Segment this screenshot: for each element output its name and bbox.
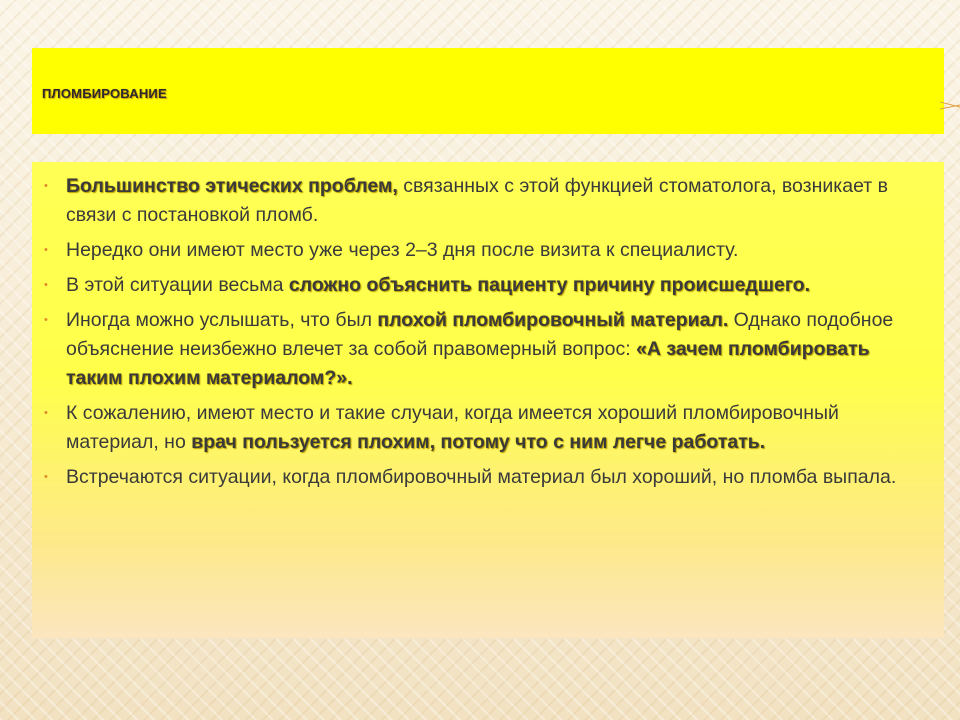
emphasized-text: сложно объяснить пациенту причину происшедшего. bbox=[288, 274, 811, 296]
bullet-item bbox=[66, 271, 926, 300]
bullet-text: связанных с этой функцией стоматолога, возникает в связи с постановкой пломб. bbox=[66, 175, 888, 226]
emphasized-text: «А зачем пломбировать таким плохим материалом?». bbox=[66, 338, 870, 389]
bullet-item bbox=[66, 172, 926, 230]
content-panel bbox=[32, 162, 944, 638]
emphasized-text: Большинство этических проблем, bbox=[66, 175, 398, 197]
bullet-item bbox=[66, 463, 926, 492]
bullet-text: Однако подобное объяснение неизбежно влечет за собой правомерный вопрос: bbox=[66, 309, 894, 360]
bullet-item bbox=[66, 399, 926, 457]
bullet-item bbox=[66, 236, 926, 265]
bullet-text: Встречаются ситуации, когда пломбировочный материал был хороший, но пломба выпала. bbox=[66, 466, 897, 488]
decorative-lines bbox=[940, 98, 960, 118]
title-banner bbox=[32, 48, 944, 134]
bullet-item bbox=[66, 306, 926, 393]
emphasized-text: плохой пломбировочный материал. bbox=[377, 309, 729, 331]
bullet-text: Нередко они имеют место уже через 2–3 дня после визита к специалисту. bbox=[66, 239, 739, 261]
bullet-text: К сожалению, имеют место и такие случаи, когда имеется хороший пломбировочный материал, но bbox=[66, 402, 839, 453]
bullet-text: Иногда можно услышать, что был bbox=[66, 309, 378, 331]
bullet-text: В этой ситуации весьма bbox=[66, 274, 289, 296]
bullet-list bbox=[32, 162, 944, 492]
emphasized-text: врач пользуется плохим, потому что с ним легче работать. bbox=[191, 431, 766, 453]
slide-title: ПЛОМБИРОВАНИЕ bbox=[42, 86, 167, 101]
